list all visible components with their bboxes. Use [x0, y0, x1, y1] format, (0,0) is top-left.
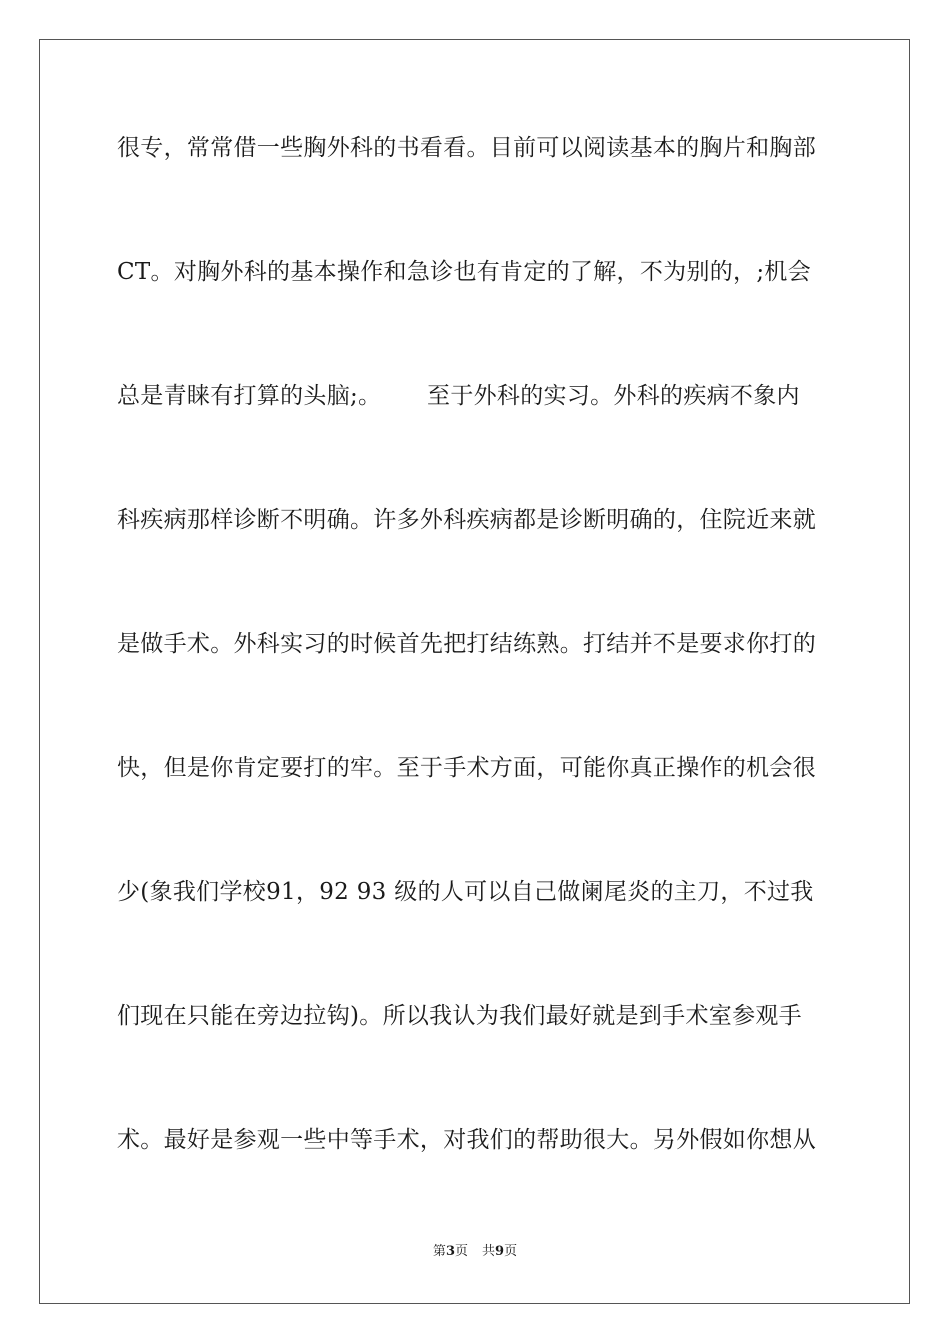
- page-number-current: 3: [445, 1244, 455, 1259]
- body-text-line-1: 很专，常常借一些胸外科的书看看。目前可以阅读基本的胸片和胸部: [117, 135, 816, 161]
- body-text-line-7: 少(象我们学校91，92 93 级的人可以自己做阑尾炎的主刀，不过我: [117, 879, 814, 905]
- page-total-suffix: 页: [504, 1244, 518, 1259]
- body-text-line-9: 术。最好是参观一些中等手术，对我们的帮助很大。另外假如你想从: [117, 1127, 816, 1153]
- page-footer: [0, 1243, 950, 1261]
- page-border: [39, 39, 910, 1304]
- page-total-prefix: 共: [482, 1244, 496, 1259]
- body-text-line-6: 快，但是你肯定要打的牢。至于手术方面，可能你真正操作的机会很: [117, 755, 816, 781]
- body-text-line-5: 是做手术。外科实习的时候首先把打结练熟。打结并不是要求你打的: [117, 631, 816, 657]
- body-text-line-8: 们现在只能在旁边拉钩)。所以我认为我们最好就是到手术室参观手: [117, 1003, 802, 1029]
- page-number-prefix: 第: [432, 1244, 446, 1259]
- body-text-line-3: 总是青睐有打算的头脑;。 至于外科的实习。外科的疾病不象内: [117, 383, 800, 409]
- body-text-line-2: CT。对胸外科的基本操作和急诊也有肯定的了解，不为别的，;机会: [117, 259, 811, 285]
- page-number-suffix: 页: [454, 1244, 468, 1259]
- body-text-line-4: 科疾病那样诊断不明确。许多外科疾病都是诊断明确的，住院近来就: [117, 507, 816, 533]
- page-number-total: 9: [495, 1244, 505, 1259]
